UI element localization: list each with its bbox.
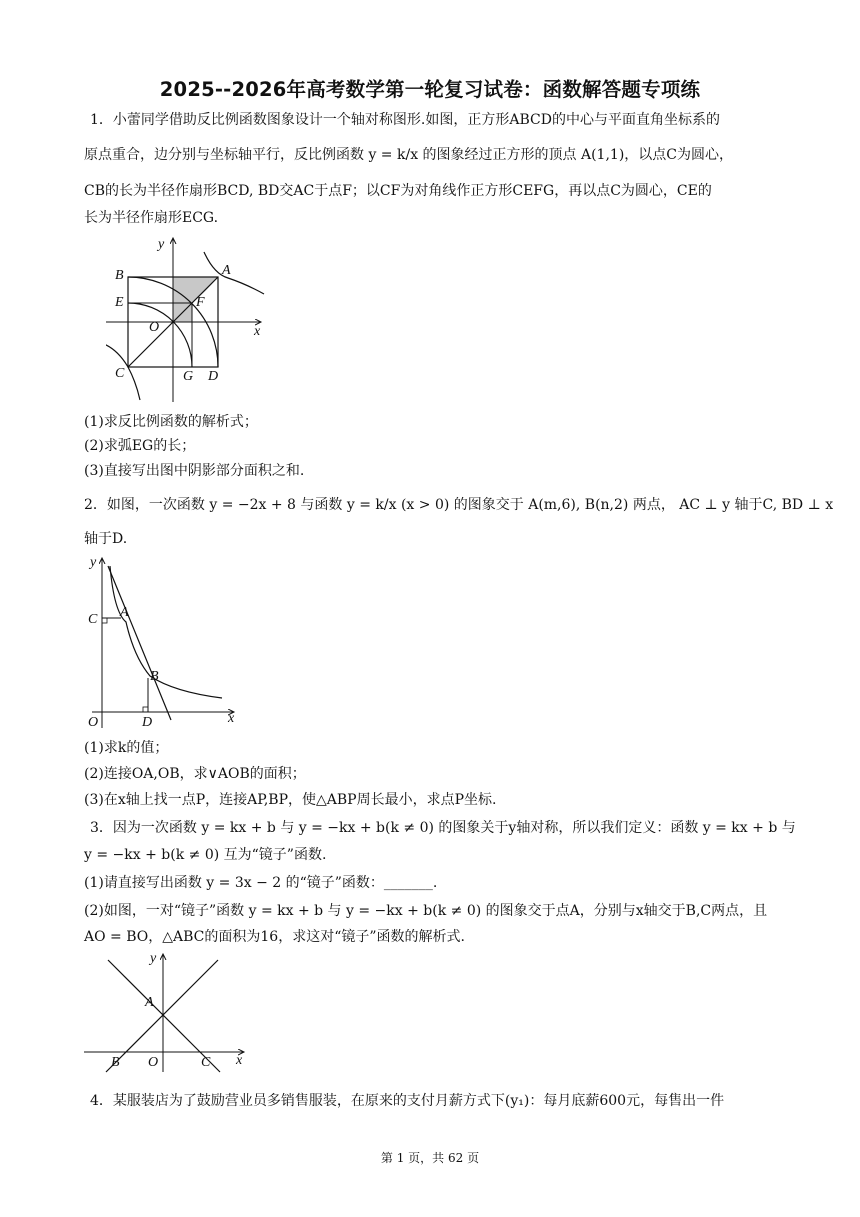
- q3-part-2a: (2)如图，一对“镜子”函数 y = kx + b 与 y = −kx + b(k ≠ 0) 的图象交于点A，分别与x轴交于B,C两点，且: [84, 903, 768, 919]
- q1-part-3: (3)直接写出图中阴影部分面积之和.: [84, 463, 305, 479]
- q2-line-2: 轴于D.: [84, 531, 128, 547]
- q2-label-y: y: [90, 555, 97, 570]
- q3-figure: [84, 948, 254, 1076]
- q2-label-c: C: [88, 612, 98, 627]
- q1-label-o: O: [149, 320, 160, 335]
- q3-label-o: O: [148, 1055, 159, 1070]
- q1-label-d: D: [208, 369, 219, 384]
- q3-label-x: x: [236, 1053, 243, 1068]
- q2-label-b: B: [150, 669, 159, 684]
- q3-part-1: (1)请直接写出函数 y = 3x − 2 的“镜子”函数：_______.: [84, 875, 438, 891]
- q3-part-2b: AO = BO，△ABC的面积为16，求这对“镜子”函数的解析式.: [84, 929, 465, 945]
- q1-line-2: 原点重合，边分别与坐标轴平行，反比例函数 y = k/x 的图象经过正方形的顶点 A(1,1)，以点C为圆心，: [84, 147, 733, 163]
- q3-label-a: A: [145, 995, 154, 1010]
- q2-label-x: x: [228, 711, 235, 726]
- page-title: 2025--2026年高考数学第一轮复习试卷：函数解答题专项练: [159, 78, 701, 101]
- q2-part-1: (1)求k的值；: [84, 740, 169, 756]
- q1-part-2: (2)求弧EG的长；: [84, 438, 196, 454]
- q2-part-2: (2)连接OA,OB，求∨AOB的面积；: [84, 766, 306, 782]
- q2-label-a: A: [120, 605, 129, 620]
- q3-line-1: 3．因为一次函数 y = kx + b 与 y = −kx + b(k ≠ 0) 的图象关于y轴对称，所以我们定义：函数 y = kx + b 与: [90, 820, 796, 836]
- q1-line-3: CB的长为半径作扇形BCD, BD交AC于点F；以CF为对角线作正方形CEFG，再以点C为圆心，CE的: [84, 183, 712, 199]
- q4-line-1: 4．某服装店为了鼓励营业员多销售服装，在原来的支付月薪方式下(y₁)：每月底薪600元，每售出一件: [90, 1093, 725, 1109]
- q1-label-y: y: [158, 237, 165, 252]
- q2-line-1: 2．如图，一次函数 y = −2x + 8 与函数 y = k/x (x > 0) 的图象交于 A(m,6), B(n,2) 两点， AC ⊥ y 轴于C, BD ⊥ x: [84, 497, 834, 513]
- q1-part-1: (1)求反比例函数的解析式；: [84, 414, 258, 430]
- q1-figure: [106, 232, 271, 404]
- q2-figure: [84, 552, 244, 732]
- q1-line-4: 长为半径作扇形ECG.: [84, 210, 219, 226]
- q1-line-1: 1．小蕾同学借助反比例函数图象设计一个轴对称图形.如图，正方形ABCD的中心与平面直角坐标系的: [90, 112, 720, 128]
- q1-label-g: G: [183, 369, 194, 384]
- q1-label-b: B: [115, 268, 124, 283]
- q3-label-b: B: [111, 1055, 120, 1070]
- q1-label-e: E: [115, 295, 124, 310]
- q1-label-a: A: [222, 263, 231, 278]
- q1-label-x: x: [254, 324, 261, 339]
- q3-label-c: C: [201, 1055, 211, 1070]
- q2-label-d: D: [142, 715, 153, 730]
- q1-label-c: C: [115, 366, 125, 381]
- q3-line-2: y = −kx + b(k ≠ 0) 互为“镜子”函数.: [84, 847, 327, 863]
- q2-part-3: (3)在x轴上找一点P，连接AP,BP，使△ABP周长最小，求点P坐标.: [84, 792, 497, 808]
- q3-label-y: y: [150, 951, 157, 966]
- q2-label-o: O: [88, 715, 99, 730]
- page-footer: 第 1 页，共 62 页: [380, 1151, 480, 1165]
- q1-label-f: F: [196, 295, 205, 310]
